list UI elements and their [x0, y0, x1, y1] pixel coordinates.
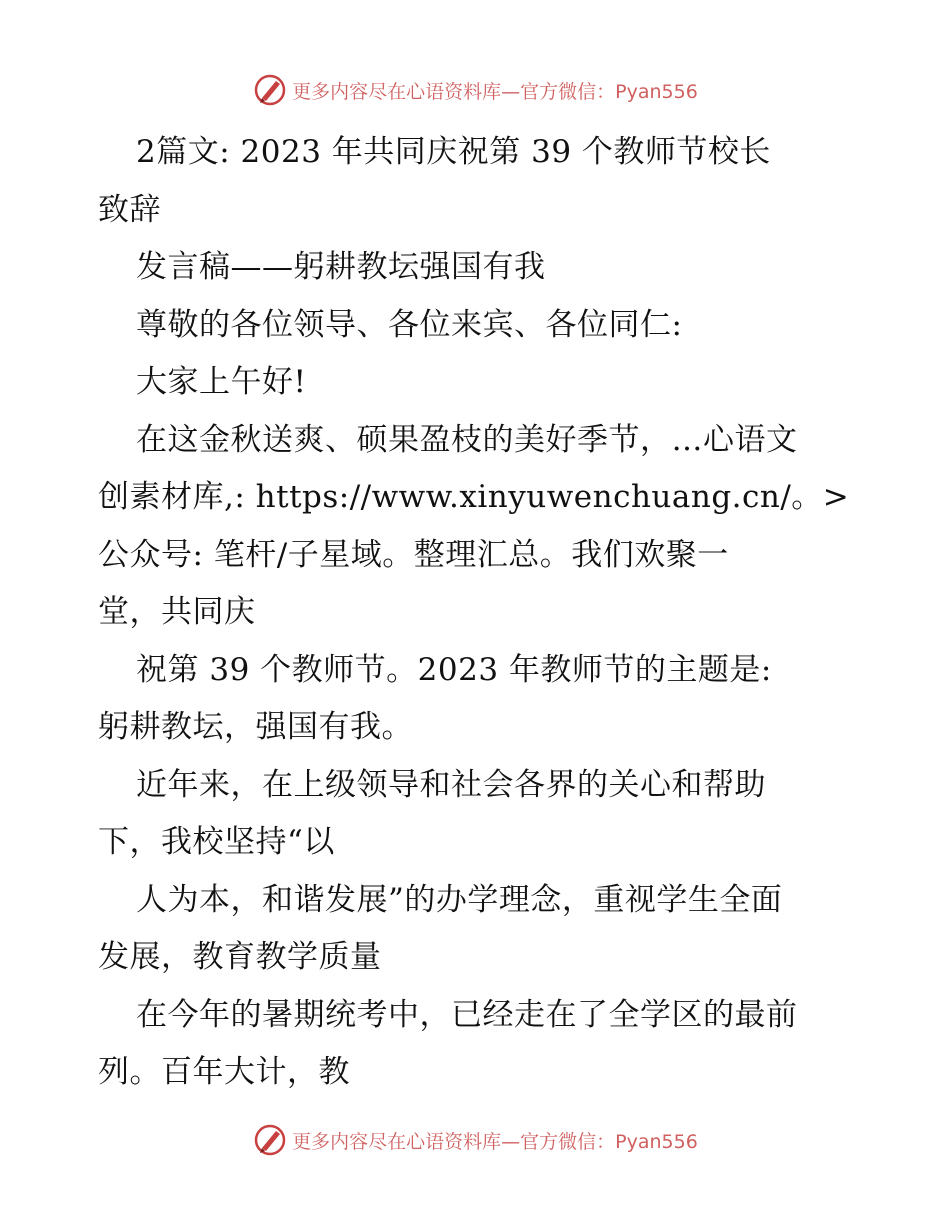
- text-line: 致辞: [98, 191, 161, 228]
- text-line: 大家上午好!: [136, 364, 307, 400]
- pen-logo-icon: [252, 72, 288, 108]
- footer-banner-text: 更多内容尽在心语资料库—官方微信：Pyan556: [292, 1130, 698, 1153]
- text-line: 在这金秋送爽、硕果盈枝的美好季节，…心语文: [136, 421, 798, 458]
- text-line: 公众号: 笔杆/子星域。整理汇总。我们欢聚一: [98, 536, 729, 573]
- text-line: 尊敬的各位领导、各位来宾、各位同仁:: [136, 306, 683, 343]
- pen-logo-icon: [252, 1122, 288, 1158]
- footer-banner: [0, 1120, 950, 1160]
- header-banner: [0, 70, 950, 110]
- text-line: 近年来，在上级领导和社会各界的关心和帮助: [136, 766, 766, 803]
- text-line: 2篇文: 2023 年共同庆祝第 39 个教师节校长: [136, 134, 771, 170]
- text-line: 人为本，和谐发展”的办学理念，重视学生全面: [136, 881, 783, 918]
- text-line: 发言稿——躬耕教坛强国有我: [136, 249, 546, 285]
- document-body: [98, 124, 858, 1102]
- text-line: 列。百年大计，教: [98, 1054, 350, 1090]
- text-line: 堂，共同庆: [98, 594, 256, 630]
- text-line: 发展，教育教学质量: [98, 939, 382, 975]
- text-line: 在今年的暑期统考中，已经走在了全学区的最前: [136, 996, 798, 1033]
- text-line: 创素材库,: https://www.xinyuwenchuang.cn/。>: [98, 479, 850, 515]
- header-banner-text: 更多内容尽在心语资料库—官方微信：Pyan556: [292, 80, 698, 103]
- text-line: 祝第 39 个教师节。2023 年教师节的主题是:: [136, 651, 772, 688]
- text-line: 下，我校坚持“以: [98, 824, 335, 860]
- text-line: 躬耕教坛，强国有我。: [98, 709, 413, 745]
